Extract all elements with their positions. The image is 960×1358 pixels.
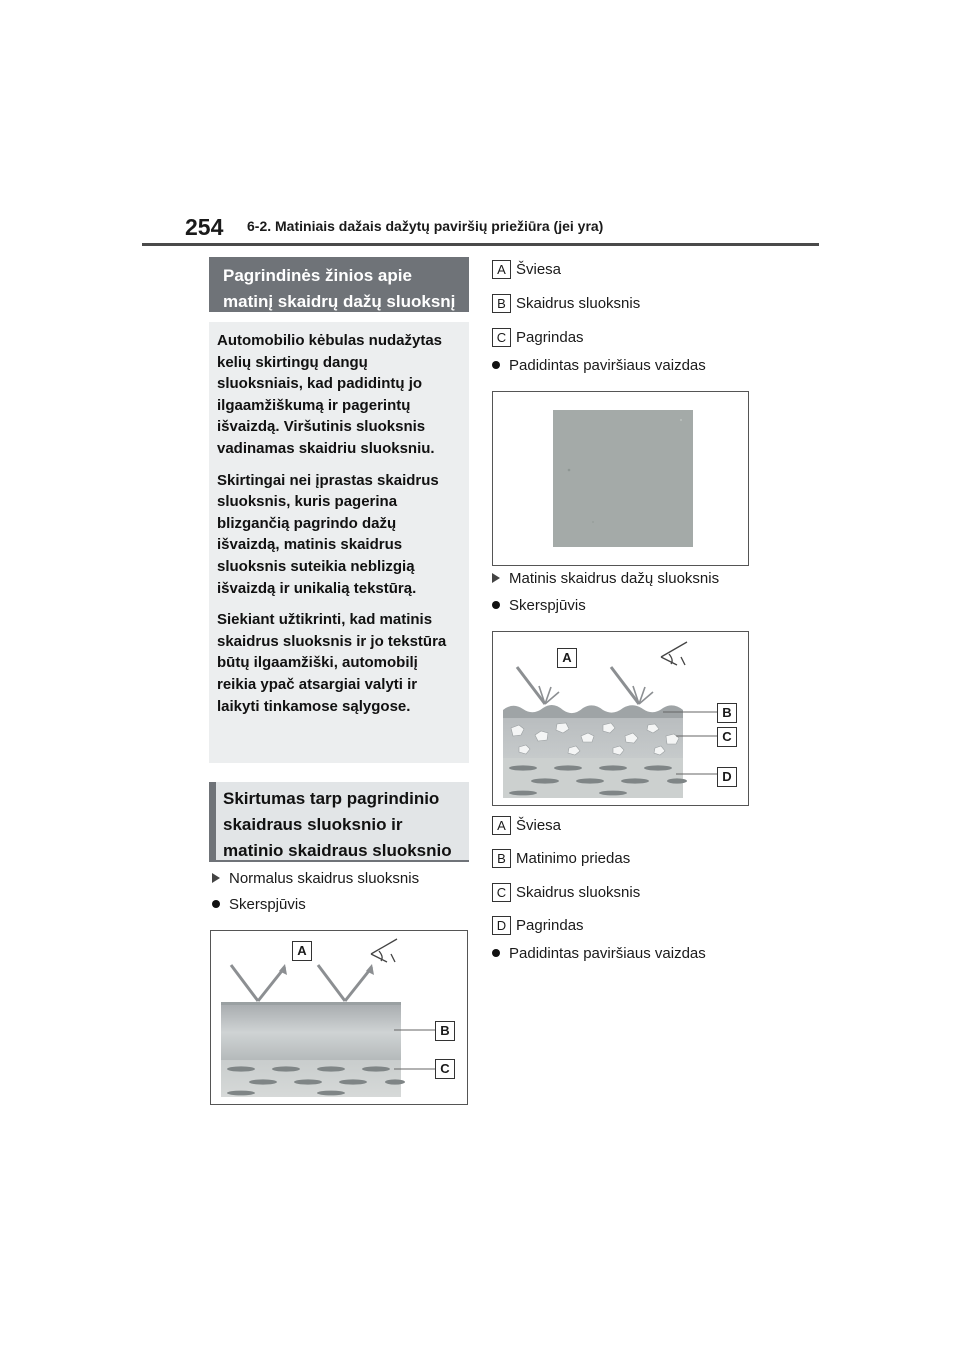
matte-cross-section-label	[492, 596, 586, 616]
figure-key-a: A	[557, 648, 577, 668]
figure-key-c: C	[717, 727, 737, 747]
legend-key: A	[492, 816, 511, 835]
info-paragraph-3: Siekiant užtikrinti, kad matinis skaidrus sluoksnis ir jo tekstūra būtų ilgaamžiški, automobilį reikia ypač atsargiai valyti ir laikyti tinkamose sąlygose.	[217, 611, 447, 715]
eye-icon	[661, 642, 687, 665]
figure-key-b: B	[717, 703, 737, 723]
legend-text: Matinimo priedas	[516, 850, 631, 867]
normal-magnified-text: Padidintas paviršiaus vaizdas	[509, 357, 706, 374]
legend-text: Pagrindas	[516, 329, 584, 346]
bullet-icon	[492, 361, 500, 369]
legend-text: Skaidrus sluoksnis	[516, 884, 641, 901]
bullet-icon	[492, 949, 500, 957]
page-number: 254	[185, 214, 224, 240]
magnified-surface-figure	[492, 391, 749, 566]
info-box-title	[209, 257, 469, 312]
normal-coat-label	[212, 869, 419, 889]
section-heading	[209, 782, 469, 862]
legend-key: A	[492, 260, 511, 279]
legend-text: Šviesa	[516, 817, 562, 834]
normal-coat-figure	[210, 930, 468, 1105]
magnified-surface-image	[493, 392, 749, 566]
matte-magnified-label	[492, 944, 706, 964]
legend-row	[492, 260, 561, 279]
legend-row	[492, 816, 561, 835]
eye-icon	[371, 939, 397, 962]
legend-key: D	[492, 916, 511, 935]
matte-coat-label	[492, 569, 719, 589]
header-rule	[142, 243, 819, 246]
matte-coat-label-text: Matinis skaidrus dažų sluoksnis	[509, 570, 720, 587]
triangle-bullet-icon	[212, 873, 220, 883]
bullet-icon	[212, 900, 220, 908]
info-box-title-text: Pagrindinės žinios apie matinį skaidrų dažų sluoksnį	[223, 266, 456, 311]
legend-text: Skaidrus sluoksnis	[516, 295, 641, 312]
legend-row	[492, 916, 584, 935]
legend-key: C	[492, 883, 511, 902]
legend-text: Šviesa	[516, 261, 562, 278]
legend-row	[492, 883, 640, 902]
legend-key: B	[492, 294, 511, 313]
normal-coat-label-text: Normalus skaidrus sluoksnis	[229, 870, 420, 887]
figure-key-a: A	[292, 941, 312, 961]
triangle-bullet-icon	[492, 573, 500, 583]
legend-row	[492, 849, 630, 868]
normal-coat-illustration	[211, 931, 468, 1105]
normal-cross-section-label	[212, 895, 306, 915]
matte-magnified-text: Padidintas paviršiaus vaizdas	[509, 945, 706, 962]
legend-key: C	[492, 328, 511, 347]
matte-coat-illustration	[493, 632, 749, 806]
legend-row	[492, 294, 640, 313]
info-paragraph-1: Automobilio kėbulas nudažytas kelių skirtingų dangų sluoksniais, kad padidintų jo ilgaamžiškumą ir pagerintų išvaizdą. Viršutinis sluoksnis vadinamas skaidriu sluoksniu.	[217, 332, 443, 457]
section-heading-text: Skirtumas tarp pagrindinio skaidraus sluoksnio ir matinio skaidraus sluoksnio	[223, 789, 452, 860]
figure-key-c: C	[435, 1059, 455, 1079]
legend-key: B	[492, 849, 511, 868]
running-head: 6-2. Matiniais dažais dažytų paviršių priežiūra (jei yra)	[247, 218, 604, 234]
figure-key-b: B	[435, 1021, 455, 1041]
matte-coat-figure	[492, 631, 749, 806]
matte-cross-section-text: Skerspjūvis	[509, 597, 586, 614]
bullet-icon	[492, 601, 500, 609]
normal-magnified-label	[492, 356, 706, 376]
info-paragraph-2: Skirtingai nei įprastas skaidrus sluoksnis, kuris pagerina blizgančią pagrindo dažų išvaizdą, matinis skaidrus sluoksnis suteikia neblizgią išvaizdą ir unikalią tekstūrą.	[217, 471, 439, 597]
info-box-body	[209, 322, 469, 763]
legend-row	[492, 328, 584, 347]
figure-key-d: D	[717, 767, 737, 787]
legend-text: Pagrindas	[516, 917, 584, 934]
normal-cross-section-text: Skerspjūvis	[229, 896, 306, 913]
